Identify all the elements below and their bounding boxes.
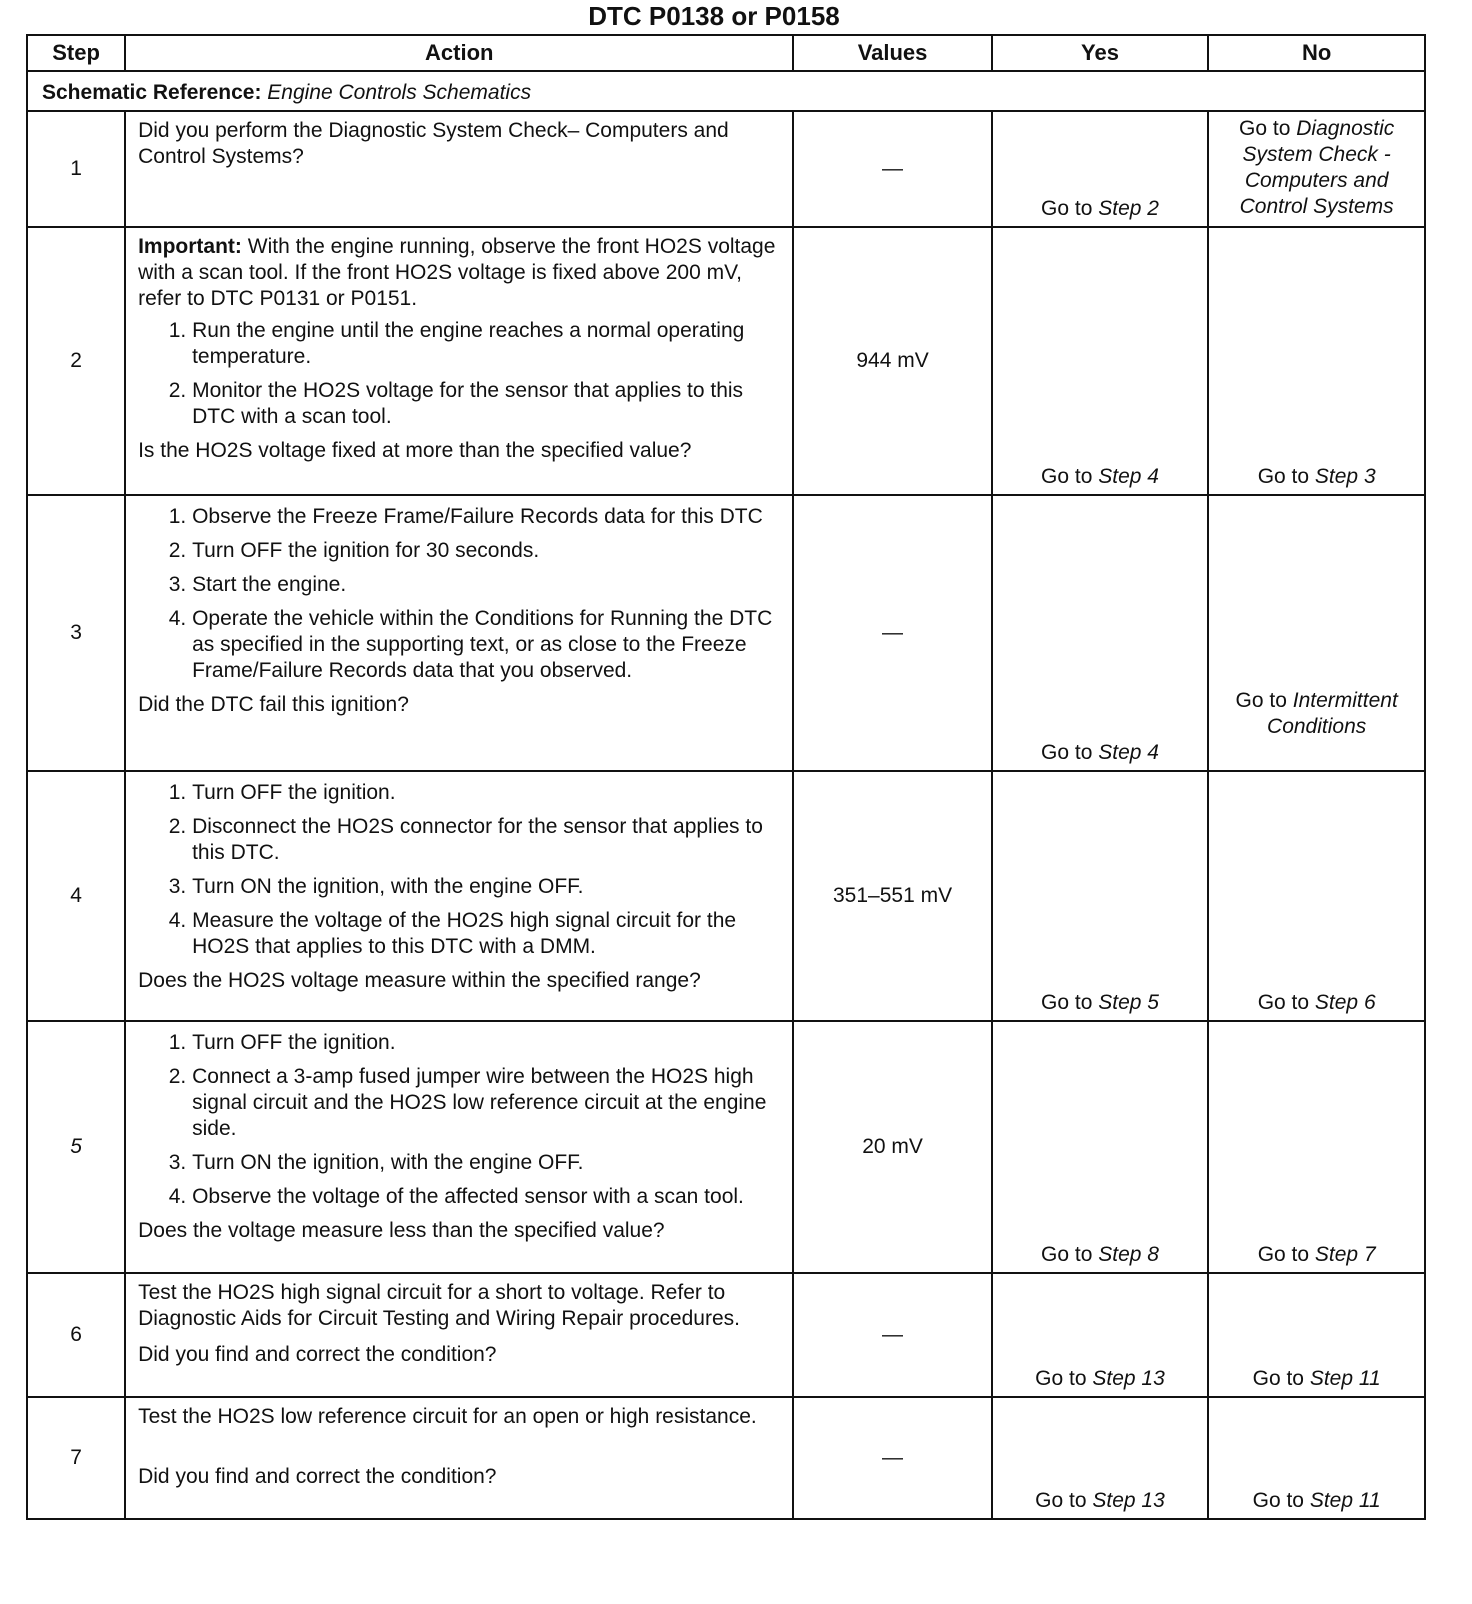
schematic-reference-link[interactable]: Engine Controls Schematics xyxy=(267,81,532,104)
header-yes: Yes xyxy=(992,35,1209,71)
value-cell: — xyxy=(793,1397,991,1519)
question-text: Does the voltage measure less than the specified value? xyxy=(138,1219,665,1242)
header-step: Step xyxy=(27,35,125,71)
step-number: 2 xyxy=(27,227,125,495)
action-cell xyxy=(125,1021,793,1273)
yes-prefix: Go to xyxy=(1035,1367,1087,1390)
step-number: 5 xyxy=(27,1021,125,1273)
action-text: Test the HO2S high signal circuit for a short to voltage. Refer to Diagnostic Aids for Circuit Testing and Wiring Repair procedures. xyxy=(138,1281,740,1330)
action-cell xyxy=(125,1273,793,1397)
no-prefix: Go to xyxy=(1235,689,1287,712)
diagnostic-table xyxy=(26,34,1426,1520)
step-number: 6 xyxy=(27,1273,125,1397)
yes-prefix: Go to xyxy=(1035,1489,1087,1512)
no-prefix: Go to xyxy=(1257,465,1310,488)
procedure-list xyxy=(138,780,784,960)
no-cell xyxy=(1208,1397,1425,1519)
no-cell xyxy=(1208,1021,1425,1273)
no-link[interactable]: Step 6 xyxy=(1314,991,1376,1014)
question-text: Did you find and correct the condition? xyxy=(138,1465,497,1488)
important-text: With the engine running, observe the front HO2S voltage with a scan tool. If the front HO2S voltage is fixed above 200 mV, refer to DTC P0131 or P0151. xyxy=(138,235,776,310)
question-text: Did the DTC fail this ignition? xyxy=(138,693,409,716)
no-prefix: Go to xyxy=(1257,1243,1310,1266)
schematic-reference-row xyxy=(27,71,1425,111)
list-item: 2. Monitor the HO2S voltage for the sensor that applies to this DTC with a scan tool. xyxy=(192,378,784,430)
list-item: 2. Disconnect the HO2S connector for the sensor that applies to this DTC. xyxy=(192,814,784,866)
yes-link[interactable]: Step 4 xyxy=(1098,465,1159,488)
value-cell: 944 mV xyxy=(793,227,991,495)
schematic-reference-label: Schematic Reference: xyxy=(42,81,262,104)
value-cell: — xyxy=(793,1273,991,1397)
step-number: 4 xyxy=(27,771,125,1021)
list-item: 4. Measure the voltage of the HO2S high signal circuit for the HO2S that applies to this DTC with a DMM. xyxy=(192,908,784,960)
important-note xyxy=(138,234,784,312)
procedure-list xyxy=(138,1030,784,1210)
table-row xyxy=(27,1273,1425,1397)
action-cell xyxy=(125,771,793,1021)
yes-cell xyxy=(992,1273,1209,1397)
header-no: No xyxy=(1208,35,1425,71)
no-cell xyxy=(1208,1273,1425,1397)
no-link[interactable]: Intermittent Conditions xyxy=(1267,689,1398,738)
no-link[interactable]: Diagnostic System Check - Computers and Control Systems xyxy=(1239,117,1395,218)
no-prefix: Go to xyxy=(1257,991,1310,1014)
yes-prefix: Go to xyxy=(1041,1243,1093,1266)
step-number: 1 xyxy=(27,111,125,227)
list-item: 1. Turn OFF the ignition. xyxy=(192,780,784,806)
no-cell xyxy=(1208,227,1425,495)
table-row xyxy=(27,1397,1425,1519)
yes-cell xyxy=(992,771,1209,1021)
no-cell xyxy=(1208,111,1425,227)
list-item: 4. Operate the vehicle within the Conditions for Running the DTC as specified in the supporting text, or as close to the Freeze Frame/Failure Records data that you observed. xyxy=(192,606,784,684)
yes-link[interactable]: Step 13 xyxy=(1092,1489,1165,1512)
procedure-list xyxy=(138,318,784,430)
list-item: 3. Turn ON the ignition, with the engine OFF. xyxy=(192,874,784,900)
step-number: 3 xyxy=(27,495,125,771)
no-link[interactable]: Step 11 xyxy=(1309,1489,1381,1512)
yes-prefix: Go to xyxy=(1041,741,1093,764)
no-cell xyxy=(1208,495,1425,771)
table-row xyxy=(27,111,1425,227)
yes-link[interactable]: Step 13 xyxy=(1092,1367,1165,1390)
list-item: 3. Start the engine. xyxy=(192,572,784,598)
yes-cell xyxy=(992,227,1209,495)
table-row xyxy=(27,1021,1425,1273)
yes-prefix: Go to xyxy=(1041,991,1093,1014)
question-text: Did you find and correct the condition? xyxy=(138,1343,497,1366)
important-label: Important: xyxy=(138,235,242,258)
yes-cell xyxy=(992,495,1209,771)
yes-prefix: Go to xyxy=(1041,465,1093,488)
yes-link[interactable]: Step 8 xyxy=(1098,1243,1159,1266)
yes-link[interactable]: Step 2 xyxy=(1098,197,1159,220)
no-link[interactable]: Step 11 xyxy=(1309,1367,1381,1390)
list-item: 1. Turn OFF the ignition. xyxy=(192,1030,784,1056)
value-cell: — xyxy=(793,495,991,771)
yes-cell xyxy=(992,111,1209,227)
table-row xyxy=(27,495,1425,771)
list-item: 1. Run the engine until the engine reaches a normal operating temperature. xyxy=(192,318,784,370)
header-row xyxy=(27,35,1425,71)
yes-link[interactable]: Step 4 xyxy=(1098,741,1159,764)
question-text: Is the HO2S voltage fixed at more than the specified value? xyxy=(138,439,692,462)
page-title: DTC P0138 or P0158 xyxy=(588,1,840,31)
procedure-list xyxy=(138,504,784,684)
yes-link[interactable]: Step 5 xyxy=(1098,991,1159,1014)
action-text: Did you perform the Diagnostic System Check– Computers and Control Systems? xyxy=(138,119,729,168)
action-cell xyxy=(125,1397,793,1519)
step-number: 7 xyxy=(27,1397,125,1519)
list-item: 3. Turn ON the ignition, with the engine OFF. xyxy=(192,1150,784,1176)
value-cell: 351–551 mV xyxy=(793,771,991,1021)
yes-prefix: Go to xyxy=(1041,197,1093,220)
header-values: Values xyxy=(793,35,991,71)
yes-cell xyxy=(992,1021,1209,1273)
no-link[interactable]: Step 3 xyxy=(1314,465,1376,488)
value-cell: — xyxy=(793,111,991,227)
table-row xyxy=(27,227,1425,495)
schematic-reference xyxy=(27,71,1425,111)
question-text: Does the HO2S voltage measure within the specified range? xyxy=(138,969,701,992)
list-item: 2. Turn OFF the ignition for 30 seconds. xyxy=(192,538,784,564)
action-cell xyxy=(125,495,793,771)
action-cell xyxy=(125,111,793,227)
no-link[interactable]: Step 7 xyxy=(1314,1243,1376,1266)
no-prefix: Go to xyxy=(1252,1367,1304,1390)
header-action: Action xyxy=(125,35,793,71)
no-cell xyxy=(1208,771,1425,1021)
action-text: Test the HO2S low reference circuit for an open or high resistance. xyxy=(138,1405,757,1428)
table-row xyxy=(27,771,1425,1021)
action-cell xyxy=(125,227,793,495)
list-item: 2. Connect a 3-amp fused jumper wire between the HO2S high signal circuit and the HO2S low reference circuit at the engine side. xyxy=(192,1064,784,1142)
list-item: 1. Observe the Freeze Frame/Failure Records data for this DTC xyxy=(192,504,784,530)
yes-cell xyxy=(992,1397,1209,1519)
list-item: 4. Observe the voltage of the affected sensor with a scan tool. xyxy=(192,1184,784,1210)
value-cell: 20 mV xyxy=(793,1021,991,1273)
no-prefix: Go to xyxy=(1239,117,1291,140)
no-prefix: Go to xyxy=(1252,1489,1304,1512)
